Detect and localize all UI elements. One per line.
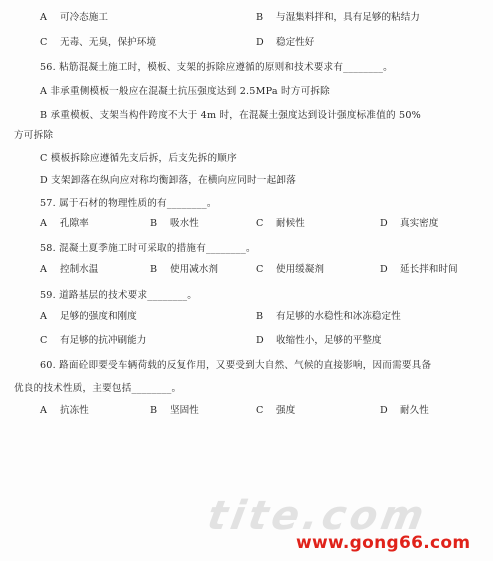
q56-stem: 56. 粘筋混凝土施工时，模板、支架的拆除应遵循的原则和技术要求有________。 bbox=[40, 62, 393, 73]
q59-option-d: D 收缩性小，足够的平整度 bbox=[256, 335, 382, 346]
q59-option-a: A 足够的强度和刚度 bbox=[40, 311, 137, 322]
q55-option-a: A 可冷态施工 bbox=[40, 12, 108, 23]
q57-stem: 57. 属于石材的物理性质的有________。 bbox=[40, 198, 217, 209]
q55-option-b: B 与湿集料拌和，具有足够的粘结力 bbox=[256, 12, 420, 23]
q58-option-a: A 控制水温 bbox=[40, 264, 99, 275]
q59-option-c: C 有足够的抗冲刷能力 bbox=[40, 335, 147, 346]
q56-option-b-line2: 方可拆除 bbox=[14, 130, 54, 141]
q58-option-b: B 使用减水剂 bbox=[150, 264, 218, 275]
q59-stem: 59. 道路基层的技术要求________。 bbox=[40, 290, 198, 301]
q60-option-a: A 抗冻性 bbox=[40, 405, 89, 416]
q58-option-d: D 延长拌和时间 bbox=[380, 264, 458, 275]
q56-option-a: A 非承重侧模板一般应在混凝土抗压强度达到 2.5MPa 时方可拆除 bbox=[40, 86, 330, 97]
q58-stem: 58. 混凝土夏季施工时可采取的措施有________。 bbox=[40, 243, 256, 254]
watermark-text: tite.com bbox=[203, 493, 432, 539]
site-link[interactable]: www.gong66.com bbox=[296, 533, 471, 553]
q55-option-c: C 无毒、无臭，保护环境 bbox=[40, 37, 156, 48]
q56-option-b-line1: B 承重模板、支架当构件跨度不大于 4m 时，在混凝土强度达到设计强度标准值的 50% bbox=[40, 110, 421, 121]
q60-stem-line2: 优良的技术性质，主要包括________。 bbox=[14, 383, 182, 394]
q56-option-c: C 模板拆除应遵循先支后拆，后支先拆的顺序 bbox=[40, 153, 237, 164]
q55-option-d: D 稳定性好 bbox=[256, 37, 315, 48]
q60-option-c: C 强度 bbox=[256, 405, 296, 416]
q60-stem-line1: 60. 路面砼即要受车辆荷载的反复作用，又要受到大自然、气候的直接影响，因而需要具备 bbox=[40, 360, 432, 371]
q57-option-b: B 吸水性 bbox=[150, 218, 199, 229]
q58-option-c: C 使用缓凝剂 bbox=[256, 264, 324, 275]
q57-option-d: D 真实密度 bbox=[380, 218, 439, 229]
q60-option-b: B 坚固性 bbox=[150, 405, 199, 416]
q57-option-c: C 耐候性 bbox=[256, 218, 305, 229]
q59-option-b: B 有足够的水稳性和冰冻稳定性 bbox=[256, 311, 401, 322]
q57-option-a: A 孔隙率 bbox=[40, 218, 89, 229]
q60-option-d: D 耐久性 bbox=[380, 405, 429, 416]
q56-option-d: D 支架卸落在纵向应对称均衡卸落，在横向应同时一起卸落 bbox=[40, 175, 296, 186]
